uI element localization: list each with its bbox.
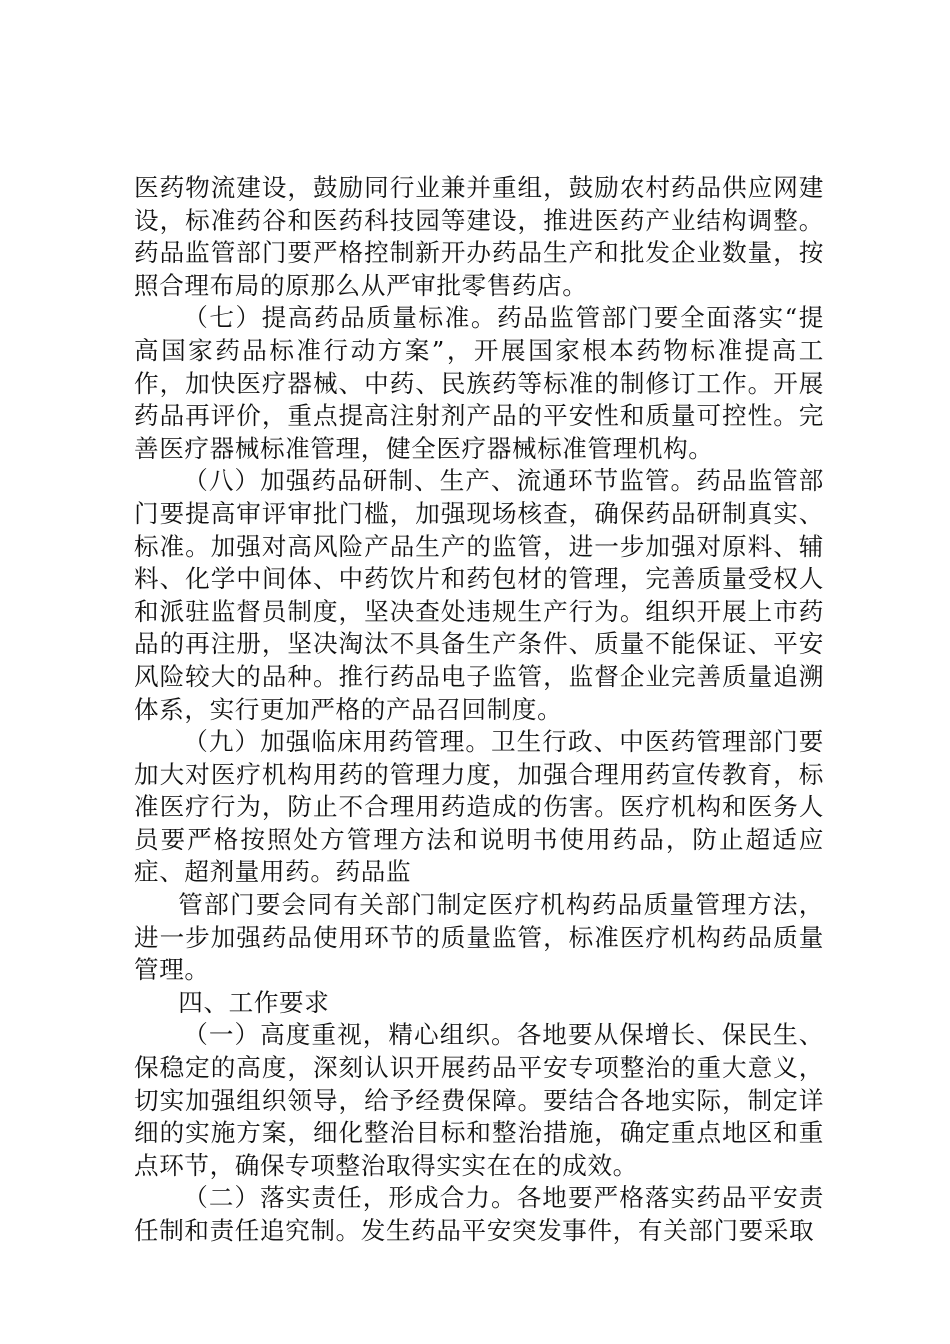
paragraph-item-9: （九）加强临床用药管理。卫生行政、中医药管理部门要加大对医疗机构用药的管理力度，加强合理用药宣传教育，标准医疗行为，防止不合理用药造成的伤害。医疗机构和医务人员要严格按照处方管理方法和说明书使用药品，防止超适应症、超剂量用药。药品监: [134, 727, 824, 887]
paragraph-item-8: （八）加强药品研制、生产、流通环节监管。药品监管部门要提高审评审批门槛，加强现场核查，确保药品研制真实、标准。加强对高风险产品生产的监管，进一步加强对原料、辅料、化学中间体、中药饮片和药包材的管理，完善质量受权人和派驻监督员制度，坚决查处违规生产行为。组织开展上市药品的再注册，坚决淘汰不具备生产条件、质量不能保证、平安风险较大的品种。推行药品电子监管，监督企业完善质量追溯体系，实行更加严格的产品召回制度。: [134, 466, 824, 724]
paragraph-requirement-1: （一）高度重视，精心组织。各地要从保增长、保民生、保稳定的高度，深刻认识开展药品平安专项整治的重大意义，切实加强组织领导，给予经费保障。要结合各地实际，制定详细的实施方案，细化整治目标和整治措施，确定重点地区和重点环节，确保专项整治取得实实在在的成效。: [134, 1020, 824, 1180]
paragraph-requirement-2: （二）落实责任，形成合力。各地要严格落实药品平安责任制和责任追究制。发生药品平安突发事件，有关部门要采取: [134, 1183, 824, 1245]
section-heading-work-requirements: 四、工作要求: [178, 987, 330, 1017]
paragraph-continuation: 医药物流建设，鼓励同行业兼并重组，鼓励农村药品供应网建设，标准药谷和医药科技园等建设，推进医药产业结构调整。药品监管部门要严格控制新开办药品生产和批发企业数量，按照合理布局的原那么从严审批零售药店。: [134, 173, 824, 300]
paragraph-item-9-continued: 管部门要会同有关部门制定医疗机构药品质量管理方法，进一步加强药品使用环节的质量监管，标准医疗机构药品质量管理。: [134, 890, 824, 985]
document-body: [134, 172, 824, 1248]
paragraph-item-7: （七）提高药品质量标准。药品监管部门要全面落实“提高国家药品标准行动方案”，开展国家根本药物标准提高工作，加快医疗器械、中药、民族药等标准的制修订工作。开展药品再评价，重点提高注射剂产品的平安性和质量可控性。完善医疗器械标准管理，健全医疗器械标准管理机构。: [134, 303, 824, 463]
